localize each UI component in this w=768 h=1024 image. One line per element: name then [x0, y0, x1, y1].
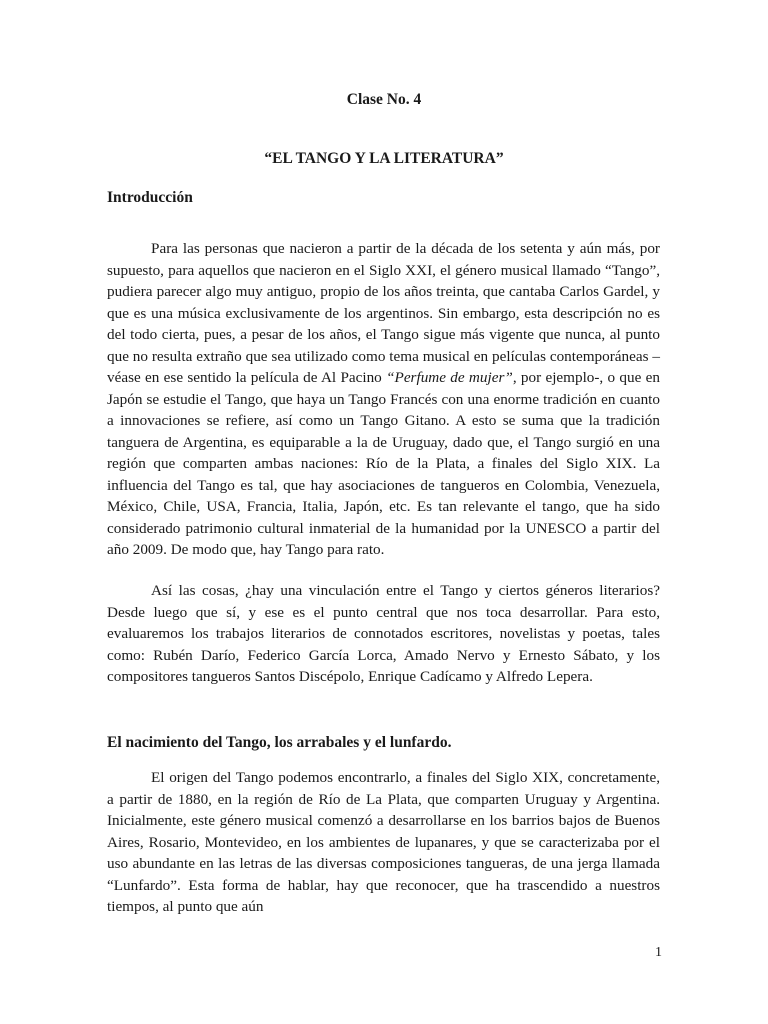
paragraph-text: Para las personas que nacieron a partir de la década de los setenta y aún más, por supuesto, para aquellos que nacieron en el Siglo XXI, el género musical llamado “Tango”, pudiera parecer algo muy antiguo, propio de los años treinta, que cantaba Carlos Gardel, y que es una música exclusivamente de los argentinos. Sin embargo, esta descripción no es del todo cierta, pues, a pesar de los años, el Tango sigue más vigente que nunca, al punto que no resulta extraño que sea utilizado como tema musical en películas contemporáneas –véase en ese sentido la película de Al Pacino [107, 240, 660, 386]
section-heading-nacimiento: El nacimiento del Tango, los arrabales y el lunfardo. [107, 734, 452, 751]
paragraph-text: , por ejemplo-, o que en Japón se estudie el Tango, que haya un Tango Francés con una enorme tradición en cuanto a innovaciones se refiere, así como un Tango Gitano. A esto se suma que la tradición tanguera de Argentina, es equiparable a la de Uruguay, dado que, el Tango surgió en una región que comparten ambas naciones: Río de la Plata, a finales del Siglo XIX. La influencia del Tango es tal, que hay asociaciones de tangueros en Colombia, Venezuela, México, Chile, USA, Francia, Italia, Japón, etc. Es tan relevante el tango, que ha sido considerado patrimonio cultural inmaterial de la humanidad por la UNESCO a partir del año 2009. De modo que, hay Tango para rato. [107, 369, 660, 558]
film-title-italic: “Perfume de mujer” [386, 369, 513, 386]
paragraph-intro-1 [107, 238, 660, 561]
document-subtitle: “EL TANGO Y LA LITERATURA” [264, 150, 504, 167]
class-title: Clase No. 4 [346, 91, 422, 108]
page-number: 1 [655, 945, 662, 960]
section-heading-introduccion: Introducción [107, 189, 193, 206]
paragraph-intro-2: Así las cosas, ¿hay una vinculación entre el Tango y ciertos géneros literarios? Desde luego que sí, y ese es el punto central que nos toca desarrollar. Para esto, evaluaremos los trabajos literarios de connotados escritores, novelistas y poetas, tales como: Rubén Darío, Federico García Lorca, Amado Nervo y Ernesto Sábato, y los compositores tangueros Santos Discépolo, Enrique Cadícamo y Alfredo Lepera. [107, 582, 660, 685]
paragraph-origen-1: El origen del Tango podemos encontrarlo, a finales del Siglo XIX, concretamente, a partir de 1880, en la región de Río de La Plata, que comparten Uruguay y Argentina. Inicialmente, este género musical comenzó a desarrollarse en los barrios bajos de Buenos Aires, Rosario, Montevideo, en los ambientes de lupanares, y que se caracterizaba por el uso abundante en las letras de las diversas composiciones tangueras, de una jerga llamada “Lunfardo”. Esta forma de hablar, hay que reconocer, que ha trascendido a nuestros tiempos, al punto que aún [107, 769, 660, 915]
